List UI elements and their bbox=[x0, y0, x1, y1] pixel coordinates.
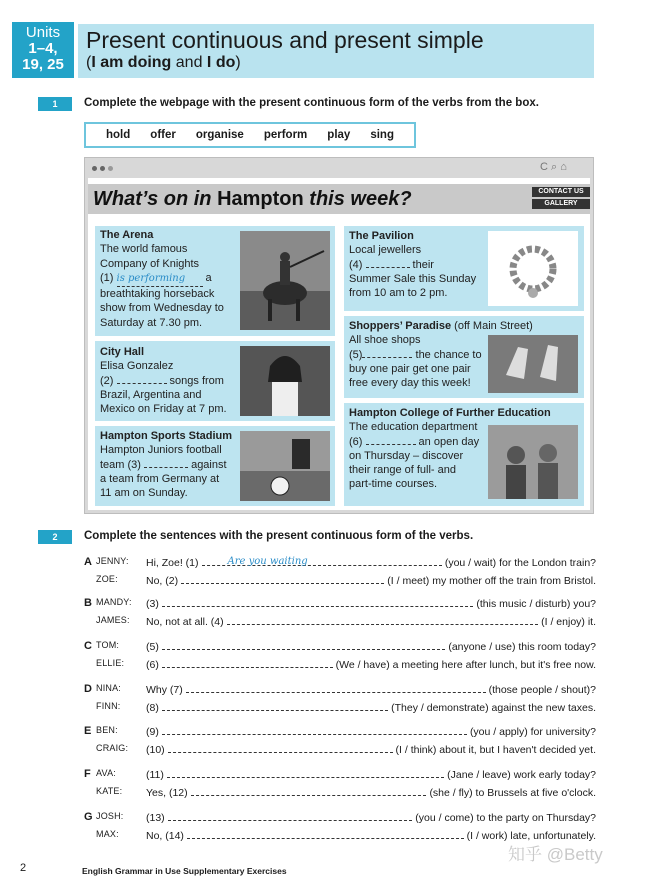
city-hall-line: Mexico on Friday at 7 pm. bbox=[100, 403, 227, 416]
page-title: Present continuous and present simple bbox=[86, 27, 484, 53]
shoppers-line: (5) bbox=[349, 348, 363, 361]
stadium-line: team (3) bbox=[100, 458, 145, 471]
speaker-name: JAMES: bbox=[96, 615, 130, 625]
book-title: English Grammar in Use Supplementary Exercises bbox=[82, 866, 287, 876]
speaker-name: JOSH: bbox=[96, 811, 124, 821]
sentence-suffix: (We / have) a meeting here after lunch, but it's free now. bbox=[335, 659, 596, 671]
arena-line: breathtaking horseback bbox=[100, 288, 215, 301]
word-item: organise bbox=[195, 129, 244, 141]
webpage-title-part: Hampton bbox=[217, 188, 304, 210]
item-letter: C bbox=[84, 640, 92, 652]
stadium-text bbox=[100, 429, 242, 500]
shoppers-line: buy one pair get one pair bbox=[349, 362, 471, 375]
speaker-name: FINN: bbox=[96, 701, 121, 711]
answer-blank[interactable] bbox=[202, 556, 442, 566]
answer-blank[interactable] bbox=[117, 383, 167, 384]
sentence-suffix: (you / wait) for the London train? bbox=[444, 557, 596, 569]
college-line: part-time courses. bbox=[349, 478, 438, 491]
bracelet-photo bbox=[488, 231, 578, 306]
sentence-text bbox=[146, 768, 596, 781]
item-letter: G bbox=[84, 811, 93, 823]
sentence-text bbox=[146, 811, 596, 824]
sentence-row bbox=[84, 556, 596, 572]
watermark: 知乎 @Betty bbox=[508, 845, 603, 864]
sentence-text bbox=[146, 683, 596, 696]
sentence-text bbox=[146, 640, 596, 653]
pavilion-heading: The Pavilion bbox=[349, 230, 414, 242]
browser-icons: C ⌕ ⌂ bbox=[540, 161, 567, 173]
football-photo bbox=[240, 431, 330, 501]
pavilion-line: their bbox=[409, 258, 434, 271]
singer-photo bbox=[240, 346, 330, 416]
answer-blank[interactable] bbox=[362, 357, 412, 358]
arena-line: show from Wednesday to bbox=[100, 302, 224, 315]
webpage-title bbox=[93, 188, 412, 211]
speaker-name: ELLIE: bbox=[96, 658, 125, 668]
answer-blank[interactable] bbox=[167, 768, 444, 778]
speaker-name: KATE: bbox=[96, 786, 123, 796]
sentence-suffix: (you / come) to the party on Thursday? bbox=[415, 812, 596, 824]
singer-icon bbox=[240, 346, 330, 416]
sentence-row bbox=[84, 615, 596, 631]
shoppers-heading: Shoppers’ Paradise bbox=[349, 320, 452, 332]
sentence-prefix: Hi, Zoe! (1) bbox=[146, 557, 199, 569]
sentence-row bbox=[84, 786, 596, 802]
sentence-text bbox=[146, 556, 596, 569]
webpage-title-part: What’s on in bbox=[93, 188, 218, 210]
knight-horse-icon bbox=[240, 231, 330, 330]
college-line: (6) bbox=[349, 435, 366, 448]
sentence-prefix: Yes, (12) bbox=[146, 787, 188, 799]
sentence-suffix: (you / apply) for university? bbox=[469, 726, 596, 738]
word-box bbox=[84, 122, 416, 148]
college-line: The education department bbox=[349, 421, 478, 434]
speaker-name: CRAIG: bbox=[96, 743, 129, 753]
word-item: offer bbox=[150, 129, 176, 141]
exercise-2-instruction: Complete the sentences with the present continuous form of the verbs. bbox=[84, 530, 474, 542]
browser-dot-icon bbox=[92, 166, 97, 171]
speaker-name: JENNY: bbox=[96, 556, 129, 566]
knights-photo bbox=[240, 231, 330, 330]
page-subtitle bbox=[86, 54, 241, 72]
sentence-suffix: (those people / shout)? bbox=[488, 684, 596, 696]
college-text bbox=[349, 406, 581, 492]
sentence-suffix: (I / think) about it, but I haven't decided yet. bbox=[395, 744, 596, 756]
arena-line: a bbox=[202, 271, 212, 284]
sentence-suffix: (she / fly) to Brussels at five o'clock. bbox=[429, 787, 596, 799]
units-line-1: 1–4, bbox=[28, 40, 58, 57]
sentence-suffix: (anyone / use) this room today? bbox=[448, 641, 596, 653]
answer-blank[interactable] bbox=[187, 829, 464, 839]
stadium-heading: Hampton Sports Stadium bbox=[100, 430, 233, 442]
item-letter: E bbox=[84, 725, 92, 737]
speaker-name: TOM: bbox=[96, 640, 120, 650]
contact-us-button[interactable]: CONTACT US bbox=[532, 187, 590, 197]
sentence-text bbox=[146, 725, 596, 738]
sentence-suffix: (I / work) late, unfortunately. bbox=[466, 830, 596, 842]
sentence-prefix: (8) bbox=[146, 702, 159, 714]
sentence-prefix: (10) bbox=[146, 744, 165, 756]
browser-dot-icon bbox=[108, 166, 113, 171]
speaker-name: BEN: bbox=[96, 725, 118, 735]
webpage-title-part: this week? bbox=[303, 188, 412, 210]
sentence-row bbox=[84, 811, 596, 827]
arena-heading: The Arena bbox=[100, 229, 154, 241]
college-line: their range of full- and bbox=[349, 464, 457, 477]
speaker-name: ZOE: bbox=[96, 574, 118, 584]
sentence-row bbox=[84, 683, 596, 699]
word-item: perform bbox=[263, 129, 308, 141]
subtitle-form-b: I do bbox=[206, 54, 236, 71]
answer-blank[interactable] bbox=[227, 615, 539, 625]
speaker-name: MAX: bbox=[96, 829, 119, 839]
answer-blank[interactable] bbox=[186, 683, 486, 693]
speaker-name: NINA: bbox=[96, 683, 122, 693]
answer-blank[interactable] bbox=[162, 658, 333, 668]
subtitle-form-a: I am doing bbox=[91, 54, 172, 71]
arena-line: Company of Knights bbox=[100, 257, 200, 270]
arena-text bbox=[100, 228, 242, 330]
answer-blank[interactable] bbox=[144, 467, 188, 468]
sentence-prefix: (13) bbox=[146, 812, 165, 824]
sentence-prefix: No, (2) bbox=[146, 575, 179, 587]
sentence-prefix: (5) bbox=[146, 641, 159, 653]
shoppers-text bbox=[349, 319, 581, 390]
sentence-row bbox=[84, 701, 596, 717]
shoppers-line: the chance to bbox=[412, 348, 482, 361]
answer-blank[interactable] bbox=[366, 444, 416, 445]
gallery-button[interactable]: GALLERY bbox=[532, 199, 590, 209]
item-letter: A bbox=[84, 556, 92, 568]
arena-line: Saturday at 7.30 pm. bbox=[100, 316, 203, 329]
sentence-prefix: (11) bbox=[146, 769, 164, 781]
answer-blank[interactable] bbox=[162, 725, 467, 735]
word-item: play bbox=[327, 129, 351, 141]
stadium-line: a team from Germany at bbox=[100, 472, 220, 485]
sentence-prefix: No, not at all. (4) bbox=[146, 616, 224, 628]
sentence-row bbox=[84, 725, 596, 741]
handwritten-answer: Are you waiting bbox=[227, 556, 308, 567]
city-hall-text bbox=[100, 345, 242, 416]
city-hall-line: Elisa Gonzalez bbox=[100, 360, 174, 373]
shoppers-heading-extra: (off Main Street) bbox=[451, 320, 533, 332]
sentence-prefix: (6) bbox=[146, 659, 159, 671]
sentence-text bbox=[146, 574, 596, 587]
pavilion-line: Summer Sale this Sunday bbox=[349, 272, 477, 285]
subtitle-mid: and bbox=[171, 54, 207, 71]
sentence-text bbox=[146, 743, 596, 756]
bracelet-icon bbox=[488, 231, 578, 306]
word-item: sing bbox=[370, 129, 394, 141]
sentence-prefix: No, (14) bbox=[146, 830, 184, 842]
stadium-line: Hampton Juniors football bbox=[100, 444, 222, 457]
sentence-prefix: Why (7) bbox=[146, 684, 183, 696]
answer-blank[interactable] bbox=[162, 640, 445, 650]
subtitle-open: ( bbox=[86, 54, 92, 71]
sentence-row bbox=[84, 658, 596, 674]
sentence-suffix: (I / enjoy) it. bbox=[541, 616, 596, 628]
city-hall-line: (2) bbox=[100, 374, 117, 387]
speaker-name: AVA: bbox=[96, 768, 116, 778]
shoppers-line: All shoe shops bbox=[349, 334, 421, 347]
exercise-2-number: 2 bbox=[38, 530, 72, 544]
pavilion-line: (4) bbox=[349, 258, 366, 271]
exercise-1-instruction: Complete the webpage with the present continuous form of the verbs from the box. bbox=[84, 97, 539, 109]
city-hall-line: Brazil, Argentina and bbox=[100, 388, 202, 401]
arena-line: The world famous bbox=[100, 243, 188, 256]
units-label: Units bbox=[25, 24, 61, 41]
units-line-2: 19, 25 bbox=[22, 56, 64, 73]
handwritten-answer: is performing bbox=[116, 272, 186, 284]
pavilion-line: from 10 am to 2 pm. bbox=[349, 287, 448, 300]
shoppers-line: free every day this week! bbox=[349, 377, 471, 390]
city-hall-heading: City Hall bbox=[100, 346, 145, 358]
answer-blank[interactable] bbox=[117, 271, 203, 287]
speaker-name: MANDY: bbox=[96, 597, 132, 607]
sentence-row bbox=[84, 597, 596, 613]
answer-blank[interactable] bbox=[168, 811, 413, 821]
sentence-row bbox=[84, 640, 596, 656]
answer-blank[interactable] bbox=[168, 743, 393, 753]
stadium-line: 11 am on Sunday. bbox=[100, 487, 188, 500]
sentence-suffix: (this music / disturb) you? bbox=[476, 598, 596, 610]
answer-blank[interactable] bbox=[181, 574, 384, 584]
item-letter: B bbox=[84, 597, 92, 609]
item-letter: D bbox=[84, 683, 92, 695]
browser-dot-icon bbox=[100, 166, 105, 171]
units-badge bbox=[12, 22, 74, 78]
exercise-1-number: 1 bbox=[38, 97, 72, 111]
sentence-text bbox=[146, 597, 596, 610]
sentence-prefix: (9) bbox=[146, 726, 159, 738]
sentence-row bbox=[84, 574, 596, 590]
word-item: hold bbox=[106, 129, 131, 141]
subtitle-close: ) bbox=[235, 54, 241, 71]
pavilion-line: Local jewellers bbox=[349, 244, 422, 257]
arena-line: (1) bbox=[100, 271, 117, 284]
pavilion-text bbox=[349, 229, 491, 300]
college-heading: Hampton College of Further Education bbox=[349, 407, 551, 419]
sentence-text bbox=[146, 658, 596, 671]
sentence-text bbox=[146, 786, 596, 799]
page-number: 2 bbox=[20, 862, 27, 874]
answer-blank[interactable] bbox=[191, 786, 427, 796]
city-hall-line: songs from bbox=[166, 374, 224, 387]
sentence-prefix: (3) bbox=[146, 598, 159, 610]
sentence-row bbox=[84, 768, 596, 784]
college-line: on Thursday – discover bbox=[349, 449, 464, 462]
sentence-text bbox=[146, 701, 596, 714]
answer-blank[interactable] bbox=[162, 597, 474, 607]
answer-blank[interactable] bbox=[366, 267, 410, 268]
sentence-text bbox=[146, 615, 596, 628]
answer-blank[interactable] bbox=[162, 701, 388, 711]
football-icon bbox=[240, 431, 330, 501]
college-line: an open day bbox=[415, 435, 480, 448]
sentence-suffix: (I / meet) my mother off the train from Bristol. bbox=[387, 575, 596, 587]
stadium-line: against bbox=[188, 458, 227, 471]
item-letter: F bbox=[84, 768, 91, 780]
sentence-suffix: (They / demonstrate) against the new taxes. bbox=[391, 702, 596, 714]
sentence-suffix: (Jane / leave) work early today? bbox=[447, 769, 596, 781]
sentence-row bbox=[84, 743, 596, 759]
